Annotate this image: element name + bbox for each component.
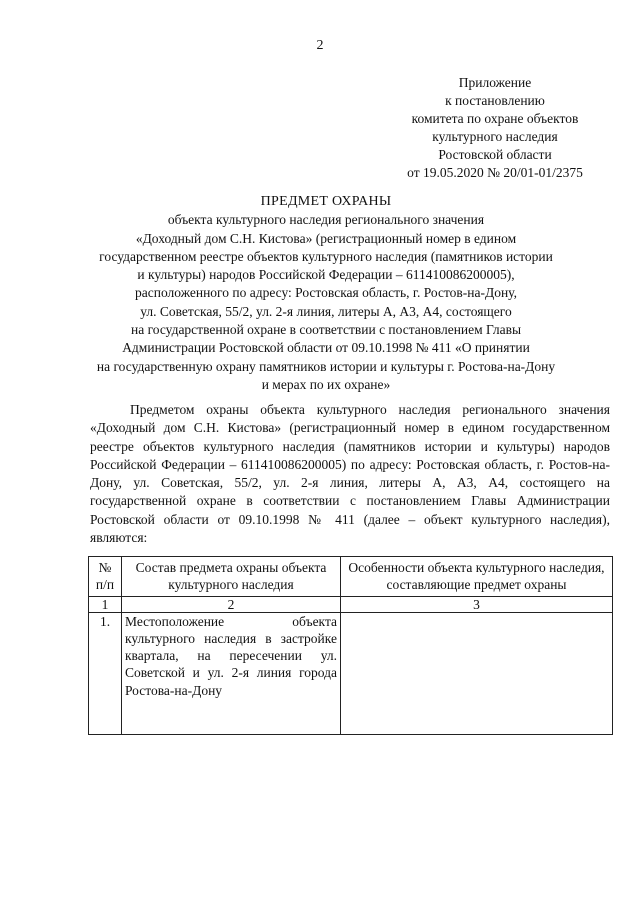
column-index-row (89, 596, 613, 612)
row-composition: Местоположение объекта культурного наследия в застройке квартала, на пересечении ул. Советской и ул. 2-я линия города Ростова-на-Дону (122, 612, 341, 734)
column-index: 3 (341, 596, 613, 612)
header-composition: Состав предмета охраны объекта культурного наследия (122, 557, 341, 597)
header-number: № п/п (89, 557, 122, 597)
appendix-line: Ростовской области (438, 147, 552, 162)
appendix-line: культурного наследия (432, 129, 558, 144)
column-index: 2 (122, 596, 341, 612)
appendix-line: комитета по охране объектов (411, 111, 579, 126)
title-line: ул. Советская, 55/2, ул. 2-я линия, литеры А, А3, А4, состоящего (140, 303, 512, 319)
page-number: 2 (316, 38, 324, 53)
row-features (341, 612, 613, 734)
header-features: Особенности объекта культурного наследия, составляющие предмет охраны (341, 557, 613, 597)
title-block (40, 193, 612, 394)
title-line: объекта культурного наследия регионального значения (167, 212, 485, 228)
document-title: ПРЕДМЕТ ОХРАНЫ (260, 194, 392, 209)
title-line: государственном реестре объектов культурного наследия (памятников истории (99, 248, 553, 264)
appendix-line: к постановлению (445, 93, 545, 108)
title-line: и культуры) народов Российской Федерации – 611410086200005), (137, 267, 515, 283)
table-header-row (89, 557, 613, 597)
title-line: и мерах по их охране» (261, 376, 391, 392)
row-number: 1. (89, 612, 122, 734)
appendix-line: Приложение (458, 75, 532, 90)
appendix-date-line: от 19.05.2020 № 20/01-01/2375 (407, 165, 583, 180)
table-row (89, 612, 613, 734)
title-line: на государственной охране в соответствии с постановлением Главы (130, 322, 522, 338)
title-line: Администрации Ростовской области от 09.10.1998 № 411 «О принятии (122, 340, 530, 356)
title-line: на государственную охрану памятников истории и культуры г. Ростова-на-Дону (96, 358, 556, 374)
column-index: 1 (89, 596, 122, 612)
appendix-block (380, 74, 610, 182)
intro-paragraph: Предметом охраны объекта культурного наследия регионального значения «Доходный дом С.Н. Кистова» (регистрационный номер в едином государственном реестре объектов культурного наследия (памятников истории и культуры) народов Российской Федерации – 611410086200005) по адресу: Ростовская область, г. Ростов-на-Дону, ул. Советская, 55/2, ул. 2-я линия, литеры А, А3, А4, состоящего на государственной охране в соответствии с постановлением Главы Администрации Ростовской области от 09.10.1998 № 411 (далее – объект культурного наследия), являются: (90, 402, 610, 546)
title-line: «Доходный дом С.Н. Кистова» (регистрационный номер в едином (135, 230, 517, 246)
title-line: расположенного по адресу: Ростовская область, г. Ростов-на-Дону, (135, 285, 517, 301)
protection-table (88, 556, 613, 735)
